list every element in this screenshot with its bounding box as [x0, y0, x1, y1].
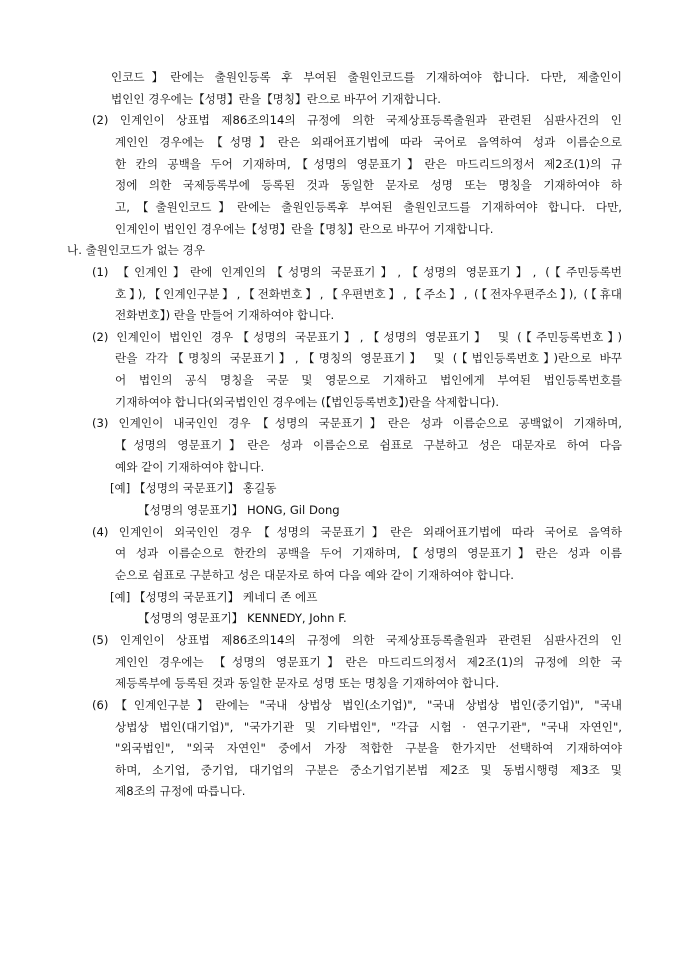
text-line: 상법상 법인(대기업)", "국가기관 및 기타법인", "각급 시험 · 연구기관", "국내 자연인",	[115, 719, 622, 734]
text-line: (3) 인계인이 내국인인 경우【성명의 국문표기】란은 성과 이름순으로 공백없이 기재하며,	[92, 416, 622, 431]
text-line: (2) 인계인이 법인인 경우【성명의 국문표기】,【성명의 영문표기】 및 (【주민등록번호】)	[92, 329, 622, 344]
section-heading: 나. 출원인코드가 없는 경우	[67, 243, 205, 258]
text-line: 인코드】란에는 출원인등록 후 부여된 출원인코드를 기재하여야 합니다. 다만, 제출인이	[111, 70, 622, 84]
text-line: (2) 인계인이 상표법 제86조의14의 규정에 의한 국제상표등록출원과 관련된 심판사건의 인	[92, 113, 622, 128]
text-line: 인계인이 법인인 경우에는【성명】란을【명칭】란으로 바꾸어 기재합니다.	[115, 221, 494, 236]
text-line: (1) 【인계인】란에 인계인의【성명의 국문표기】,【성명의 영문표기】, (【주민등록번	[92, 264, 622, 279]
text-line: 계인인 경우에는【성명】란은 외래어표기법에 따라 국어로 음역하여 성과 이름순으로	[115, 134, 622, 149]
example-line: 【성명의 영문표기】 HONG, Gil Dong	[138, 503, 340, 517]
text-line: (5) 인계인이 상표법 제86조의14의 규정에 의한 국제상표등록출원과 관련된 심판사건의 인	[92, 632, 622, 647]
text-line: 전화번호】) 란을 만들어 기재하여야 합니다.	[115, 308, 335, 323]
text-line: 법인인 경우에는【성명】란을【명칭】란으로 바꾸어 기재합니다.	[111, 91, 441, 106]
example-line: [예] 【성명의 국문표기】 케네디 존 에프	[110, 589, 318, 604]
text-line: 고,【출원인코드】란에는 출원인등록후 부여된 출원인코드를 기재하여야 합니다. 다만,	[115, 199, 622, 214]
text-line: 계인인 경우에는 【성명의 영문표기】란은 마드리드의정서 제2조(1)의 규정에 의한 국	[115, 654, 622, 669]
text-line: 여 성과 이름순으로 한칸의 공백을 두어 기재하며,【성명의 영문표기】란은 성과 이름	[115, 546, 622, 561]
text-line: 기재하여야 합니다(외국법인인 경우에는 (【법인등록번호】)란을 삭제합니다).	[115, 394, 500, 409]
text-line: (6)【인계인구분】란에는 "국내 상법상 법인(소기업)", "국내 상법상 법인(중기업)", "국내	[92, 697, 622, 712]
text-line: 제등록부에 등록된 것과 동일한 문자로 성명 또는 명칭을 기재하여야 합니다.	[115, 676, 500, 691]
text-line: 란을 각각【명칭의 국문표기】,【명칭의 영문표기】 및 (【법인등록번호】)란으로 바꾸	[115, 351, 622, 366]
text-line: 【성명의 영문표기】란은 성과 이름순으로 쉼표로 구분하고 성은 대문자로 하여 다음	[115, 438, 622, 452]
text-line: 하며, 소기업, 중기업, 대기업의 구분은 중소기업기본법 제2조 및 동법시행령 제3조 및	[115, 762, 622, 777]
text-line: 예와 같이 기재하여야 합니다.	[115, 459, 265, 474]
text-line: 한 칸의 공백을 두어 기재하며,【성명의 영문표기】란은 마드리드의정서 제2조(1)의 규	[115, 156, 622, 171]
text-line: "외국법인", "외국 자연인" 중에서 가장 적합한 구분을 한가지만 선택하여 기재하여야	[115, 741, 622, 756]
example-line: [예] 【성명의 국문표기】 홍길동	[110, 481, 277, 496]
example-line: 【성명의 영문표기】 KENNEDY, John F.	[138, 611, 347, 626]
text-line: 순으로 쉼표로 구분하고 성은 대문자로 하여 다음 예와 같이 기재하여야 합니다.	[115, 568, 514, 582]
text-line: 어 법인의 공식 명칭을 국문 및 영문으로 기재하고 법인에게 부여된 법인등록번호를	[115, 373, 622, 388]
text-line: 호】),【인계인구분】,【전화번호】,【우편번호】,【주소】, (【전자우편주소】), (【휴대	[115, 286, 622, 301]
text-line: (4) 인계인이 외국인인 경우【성명의 국문표기】란은 외래어표기법에 따라 국어로 음역하	[92, 524, 622, 539]
text-line: 정에 의한 국제등록부에 등록된 것과 동일한 문자로 성명 또는 명칭을 기재하여야 하	[115, 178, 622, 193]
text-line: 제8조의 규정에 따릅니다.	[115, 784, 246, 799]
